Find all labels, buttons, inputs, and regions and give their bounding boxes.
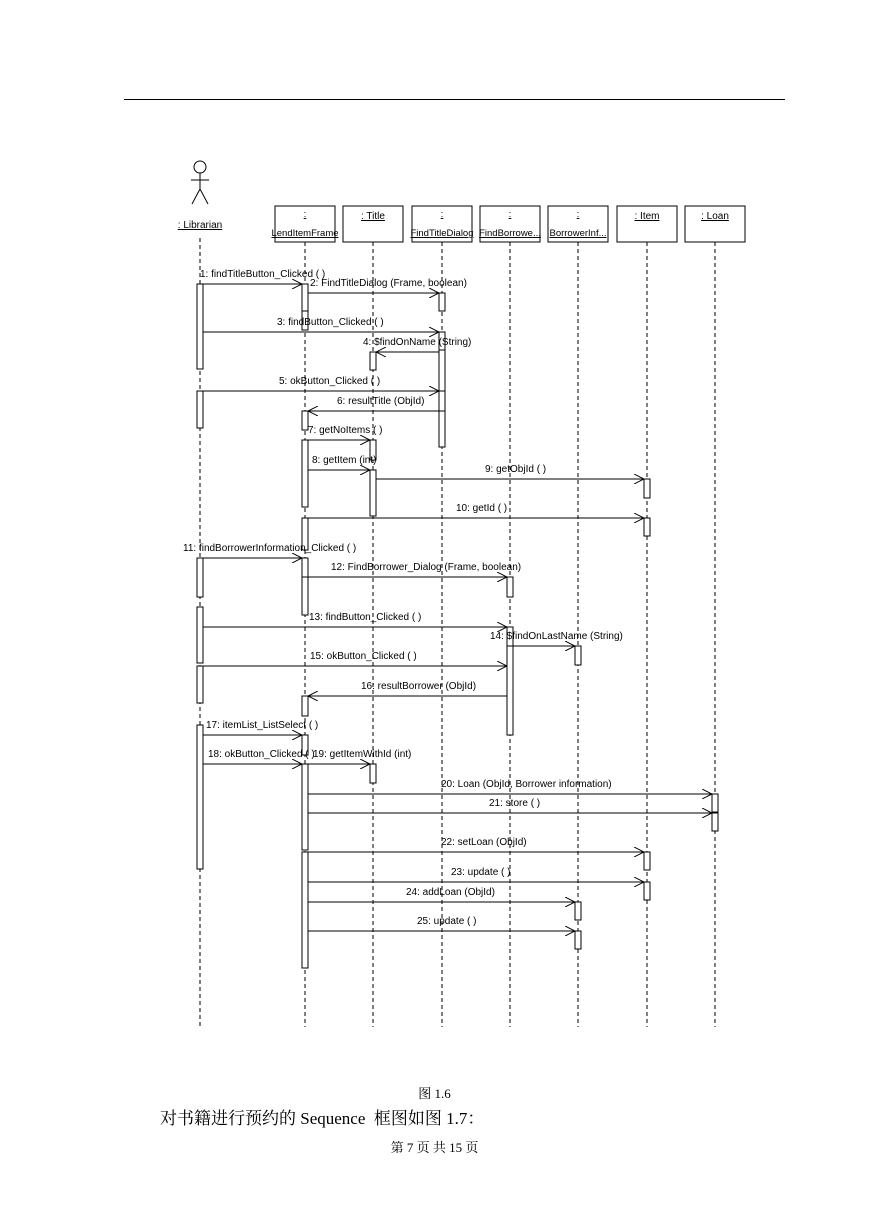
object-label-top: : xyxy=(576,209,580,220)
message-label: 14: $findOnLastName (String) xyxy=(490,631,623,642)
message-label: 13: findButton_Clicked ( ) xyxy=(309,612,422,623)
activation-bar xyxy=(302,696,308,716)
librarian-actor-figure xyxy=(191,161,209,204)
message xyxy=(203,317,439,332)
message xyxy=(203,612,507,627)
object-label: : Title xyxy=(361,211,385,222)
object-box xyxy=(343,206,403,242)
message xyxy=(308,749,411,764)
object-label-top: : xyxy=(440,209,444,220)
object-box xyxy=(685,206,745,242)
object-label: LendItemFrame xyxy=(271,228,339,239)
message xyxy=(308,562,521,577)
message xyxy=(308,681,507,696)
message xyxy=(203,376,439,391)
message-label: 8: getItem (int) xyxy=(312,455,377,466)
activation-bar xyxy=(439,350,445,391)
message-label: 18: okButton_Clicked ( ) xyxy=(208,749,315,760)
activation-bar xyxy=(507,577,513,597)
activation-bar xyxy=(370,352,376,370)
object-label-top: : xyxy=(303,209,307,220)
message-label: 6: resultTitle (ObjId) xyxy=(337,396,425,407)
activation-bar xyxy=(370,764,376,783)
activation-bar xyxy=(575,902,581,920)
message xyxy=(308,455,376,470)
message-label: 25: update ( ) xyxy=(417,916,477,927)
activation-bar xyxy=(712,813,718,831)
object-label: FindBorrowe... xyxy=(479,228,541,239)
message xyxy=(203,651,507,666)
activation-bar xyxy=(507,646,513,735)
lifeline-layer xyxy=(200,238,715,1027)
message xyxy=(308,425,382,440)
message-label: 17: itemList_ListSelect ( ) xyxy=(206,720,319,731)
message-layer xyxy=(183,269,712,931)
activation-bar xyxy=(197,666,203,703)
activation-bar xyxy=(197,725,203,869)
activation-bar xyxy=(302,764,308,850)
message-label: 4: $findOnName (String) xyxy=(363,337,472,348)
activation-bar xyxy=(302,577,308,615)
activation-bar xyxy=(302,852,308,968)
activation-bar xyxy=(575,931,581,949)
message-label: 23: update ( ) xyxy=(451,867,511,878)
activation-bar xyxy=(197,391,203,428)
actor-layer xyxy=(178,161,222,231)
activation-bar xyxy=(644,479,650,498)
activation-bar xyxy=(644,882,650,900)
message-label: 2: FindTitleDialog (Frame, boolean) xyxy=(310,278,467,289)
activation-bar xyxy=(439,293,445,311)
activation-bar xyxy=(197,284,203,369)
object-label: : Item xyxy=(634,211,660,222)
activation-bar xyxy=(302,284,308,311)
activation-bar xyxy=(197,558,203,597)
activation-bar xyxy=(644,518,650,536)
message-label: 21: store ( ) xyxy=(489,798,541,809)
message xyxy=(203,720,318,735)
body-paragraph: 对书籍进行预约的 Sequence 框图如图 1.7： xyxy=(160,1109,485,1128)
object-box xyxy=(479,206,541,242)
message xyxy=(308,887,575,902)
figure-caption: 图 1.6 xyxy=(418,1086,451,1101)
message-label: 7: getNoItems ( ) xyxy=(308,425,383,436)
message xyxy=(183,543,356,558)
object-box xyxy=(548,206,608,242)
message xyxy=(203,749,315,764)
object-layer xyxy=(271,206,745,242)
activation-bar xyxy=(197,607,203,663)
activation-bar xyxy=(439,391,445,411)
message-label: 1: findTitleButton_Clicked ( ) xyxy=(200,269,326,280)
object-label: BorrowerInf... xyxy=(549,228,607,239)
message-label: 20: Loan (ObjId, Borrower information) xyxy=(441,779,612,790)
object-box xyxy=(617,206,677,242)
message xyxy=(363,337,471,352)
message xyxy=(308,503,644,518)
activation-bar xyxy=(302,558,308,577)
message-label: 11: findBorrowerInformation_Clicked ( ) xyxy=(183,543,357,554)
message xyxy=(200,269,325,284)
message-label: 22: setLoan (ObjId) xyxy=(441,837,527,848)
message-label: 15: okButton_Clicked ( ) xyxy=(310,651,417,662)
object-label-top: : xyxy=(508,209,512,220)
activation-bar xyxy=(370,470,376,516)
message-label: 24: addLoan (ObjId) xyxy=(406,887,495,898)
activation-layer xyxy=(197,284,718,968)
activation-bar xyxy=(712,794,718,812)
actor-label: : Librarian xyxy=(177,220,223,231)
activation-bar xyxy=(644,852,650,870)
message-label: 3: findButton_Clicked ( ) xyxy=(277,317,384,328)
object-label: FindTitleDialog xyxy=(410,228,474,239)
page-footer: 第 7 页 共 15 页 xyxy=(390,1140,479,1155)
message-label: 5: okButton_Clicked ( ) xyxy=(279,376,381,387)
activation-bar xyxy=(575,646,581,665)
message-label: 12: FindBorrower_Dialog (Frame, boolean) xyxy=(331,562,522,573)
activation-bar xyxy=(302,440,308,507)
message-label: 16: resultBorrower (ObjId) xyxy=(361,681,477,692)
object-box xyxy=(410,206,473,242)
message-label: 19: getItemWithId (int) xyxy=(313,749,412,760)
message xyxy=(308,278,467,293)
object-box xyxy=(271,206,338,242)
activation-bar xyxy=(439,411,445,447)
message-label: 9: getObjId ( ) xyxy=(485,464,547,475)
message xyxy=(308,867,644,882)
object-label: : Loan xyxy=(701,211,729,222)
message-label: 10: getId ( ) xyxy=(456,503,508,514)
message xyxy=(308,837,644,852)
message xyxy=(308,396,439,411)
